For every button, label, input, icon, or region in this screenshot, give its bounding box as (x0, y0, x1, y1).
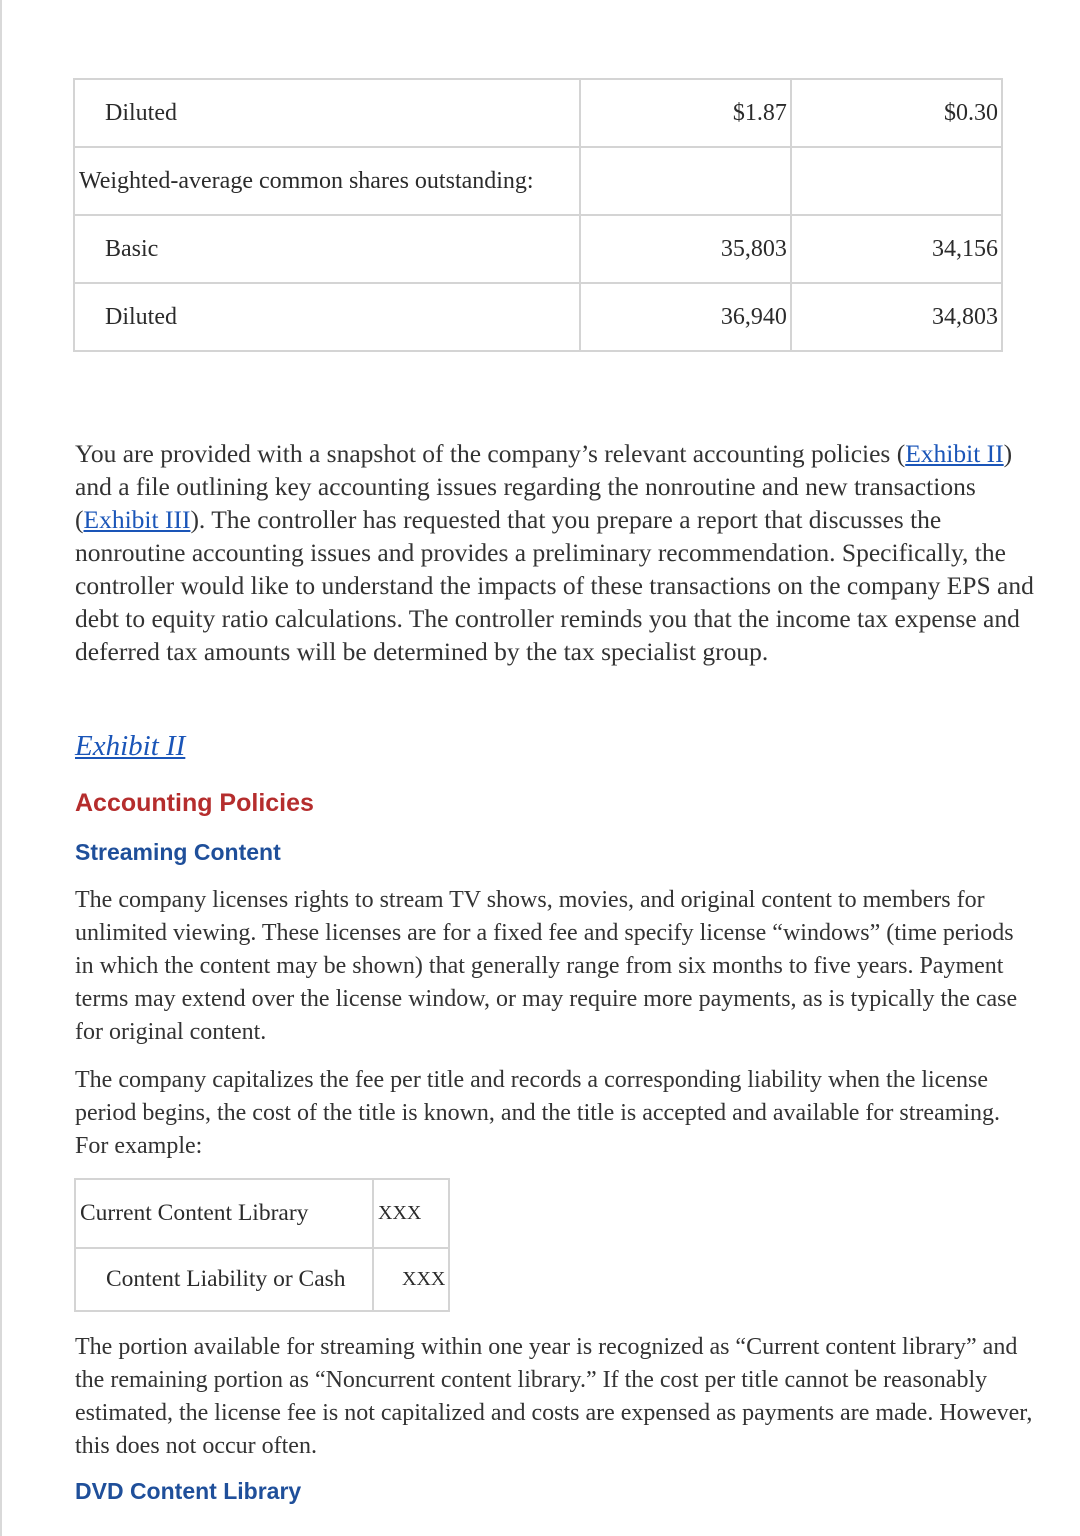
exhibit-iii-link[interactable]: Exhibit III (83, 505, 191, 534)
dvd-content-library-heading: DVD Content Library (75, 1478, 302, 1504)
credit-account: Content Liability or Cash (75, 1248, 373, 1311)
debit-amount: XXX (373, 1179, 449, 1248)
row-label: Weighted-average common shares outstanding: (74, 147, 580, 215)
row-label: Basic (74, 215, 580, 283)
journal-entry-table (74, 1178, 450, 1312)
current-value: 36,940 (580, 283, 791, 351)
streaming-paragraph-3: The portion available for streaming within one year is recognized as “Current content library” and the remaining portion as “Noncurrent content library.” If the cost per title cannot be reasonably estimated, the license fee is not capitalized and costs are expensed as payments are made. However, this does not occur often. (75, 1334, 1033, 1459)
streaming-paragraph-2: The company capitalizes the fee per title and records a corresponding liability when the license period begins, the cost of the title is known, and the title is accepted and available for streaming. For example: (75, 1067, 1001, 1159)
table-row (74, 79, 1002, 147)
eps-table (73, 78, 1003, 352)
streaming-paragraph-1: The company licenses rights to stream TV shows, movies, and original content to members for unlimited viewing. These licenses are for a fixed fee and specify license “windows” (time periods in which the content may be shown) that generally range from six months to five years. Payment terms may extend over the license window, or may require more payments, as is typically the case for original content. (75, 887, 1018, 1045)
row-label: Diluted (74, 79, 580, 147)
intro-text: ) and a file outlining key accounting issues regarding the nonroutine and new transactions ( (75, 439, 1013, 534)
section-title: Accounting Policies (75, 789, 314, 817)
debit-account: Current Content Library (75, 1179, 373, 1248)
page-edge-divider (0, 0, 2, 1536)
prior-value: 34,156 (791, 215, 1002, 283)
table-row (75, 1248, 449, 1311)
credit-amount: XXX (373, 1248, 449, 1311)
intro-paragraph (75, 437, 1040, 668)
prior-value: 34,803 (791, 283, 1002, 351)
exhibit-heading-link[interactable]: Exhibit II (75, 730, 186, 762)
table-row (74, 147, 1002, 215)
table-row (74, 215, 1002, 283)
table-row (75, 1179, 449, 1248)
table-row (74, 283, 1002, 351)
intro-text: You are provided with a snapshot of the company’s relevant accounting policies ( (75, 439, 906, 468)
exhibit-ii-link[interactable]: Exhibit II (905, 439, 1004, 468)
intro-text: ). The controller has requested that you prepare a report that discusses the nonroutine accounting issues and provides a preliminary recommendation. Specifically, the controller would like to understand the impacts of these transactions on the company EPS and debt to equity ratio calculations. The controller reminds you that the income tax expense and deferred tax amounts will be determined by the tax specialist group. (75, 505, 1034, 666)
row-label: Diluted (74, 283, 580, 351)
current-value (580, 147, 791, 215)
streaming-content-heading: Streaming Content (75, 839, 281, 865)
prior-value: $0.30 (791, 79, 1002, 147)
current-value: 35,803 (580, 215, 791, 283)
current-value: $1.87 (580, 79, 791, 147)
prior-value (791, 147, 1002, 215)
